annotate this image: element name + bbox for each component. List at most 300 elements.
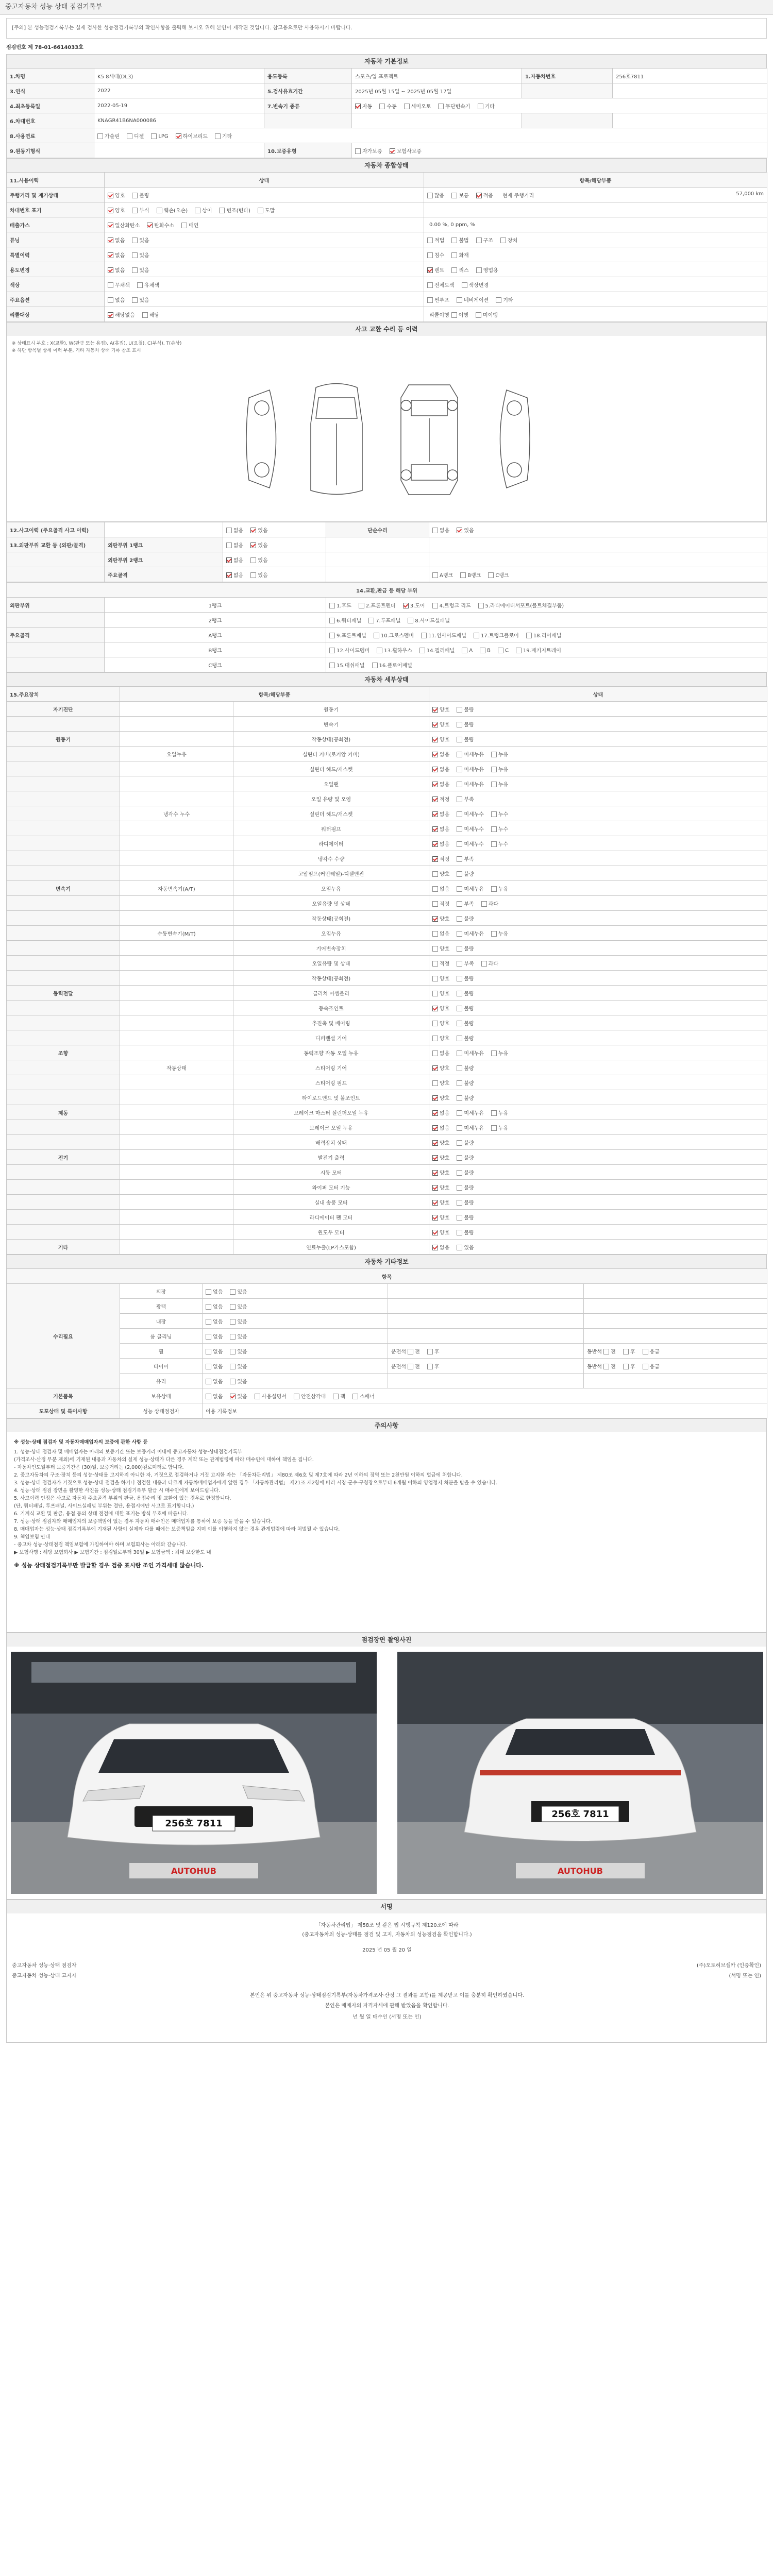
- option[interactable]: [250, 541, 267, 549]
- option[interactable]: [432, 571, 453, 579]
- checkbox[interactable]: [457, 961, 462, 967]
- checkbox[interactable]: [132, 252, 138, 258]
- option[interactable]: [432, 840, 449, 848]
- option[interactable]: [432, 989, 449, 997]
- option[interactable]: [132, 296, 149, 303]
- option[interactable]: [491, 810, 508, 818]
- checkbox[interactable]: [457, 856, 462, 862]
- checkbox[interactable]: [432, 1036, 438, 1041]
- option[interactable]: [457, 914, 474, 922]
- checkbox[interactable]: [206, 1379, 211, 1384]
- option[interactable]: [250, 556, 267, 564]
- checkbox[interactable]: [432, 946, 438, 952]
- checkbox[interactable]: [432, 826, 438, 832]
- option[interactable]: [457, 1034, 474, 1042]
- checkbox[interactable]: [108, 193, 113, 198]
- option[interactable]: [462, 281, 489, 289]
- checkbox[interactable]: [132, 193, 138, 198]
- checkbox[interactable]: [127, 133, 132, 139]
- option[interactable]: [474, 631, 519, 639]
- checkbox[interactable]: [432, 1050, 438, 1056]
- checkbox[interactable]: [451, 267, 457, 273]
- checkbox[interactable]: [432, 1230, 438, 1235]
- option[interactable]: [206, 1287, 223, 1295]
- checkbox[interactable]: [457, 1095, 462, 1101]
- checkbox[interactable]: [451, 193, 457, 198]
- checkbox[interactable]: [451, 238, 457, 243]
- checkbox[interactable]: [526, 633, 532, 638]
- option[interactable]: [404, 102, 431, 110]
- option[interactable]: [623, 1362, 635, 1370]
- checkbox[interactable]: [432, 1170, 438, 1176]
- option[interactable]: [457, 944, 474, 952]
- checkbox[interactable]: [491, 1110, 497, 1116]
- option[interactable]: [457, 989, 474, 997]
- option[interactable]: [230, 1287, 247, 1295]
- checkbox[interactable]: [181, 223, 187, 228]
- option[interactable]: [432, 1183, 449, 1191]
- checkbox[interactable]: [457, 841, 462, 847]
- checkbox[interactable]: [294, 1394, 299, 1399]
- checkbox[interactable]: [432, 1140, 438, 1146]
- option[interactable]: [432, 1034, 449, 1042]
- option[interactable]: [491, 929, 508, 937]
- checkbox[interactable]: [329, 663, 335, 668]
- option[interactable]: [476, 236, 493, 244]
- checkbox[interactable]: [404, 104, 410, 109]
- option[interactable]: [230, 1377, 247, 1385]
- option[interactable]: [377, 646, 412, 654]
- option[interactable]: [643, 1347, 660, 1355]
- option[interactable]: [457, 1004, 474, 1012]
- checkbox[interactable]: [491, 826, 497, 832]
- checkbox[interactable]: [329, 633, 335, 638]
- checkbox[interactable]: [403, 603, 409, 608]
- checkbox[interactable]: [457, 1230, 462, 1235]
- option[interactable]: [432, 825, 449, 833]
- checkbox[interactable]: [476, 312, 481, 318]
- checkbox[interactable]: [480, 648, 485, 653]
- option[interactable]: [432, 914, 449, 922]
- checkbox[interactable]: [481, 961, 487, 967]
- option[interactable]: [457, 1079, 474, 1087]
- option[interactable]: [457, 1139, 474, 1146]
- checkbox[interactable]: [329, 603, 335, 608]
- option[interactable]: [432, 720, 449, 728]
- checkbox[interactable]: [377, 648, 382, 653]
- checkbox[interactable]: [457, 871, 462, 877]
- checkbox[interactable]: [108, 312, 113, 318]
- option[interactable]: [403, 601, 425, 609]
- checkbox[interactable]: [419, 648, 425, 653]
- option[interactable]: [457, 1094, 474, 1101]
- option[interactable]: [206, 1362, 223, 1370]
- checkbox[interactable]: [432, 707, 438, 713]
- option[interactable]: [491, 825, 508, 833]
- checkbox[interactable]: [206, 1304, 211, 1310]
- checkbox[interactable]: [333, 1394, 339, 1399]
- checkbox[interactable]: [457, 1140, 462, 1146]
- option[interactable]: [457, 959, 474, 967]
- checkbox[interactable]: [432, 1065, 438, 1071]
- option[interactable]: [432, 1213, 449, 1221]
- option[interactable]: [480, 648, 491, 654]
- checkbox[interactable]: [457, 1185, 462, 1191]
- option[interactable]: [352, 1392, 375, 1400]
- checkbox[interactable]: [215, 133, 221, 139]
- checkbox[interactable]: [432, 976, 438, 981]
- option[interactable]: [206, 1332, 223, 1340]
- checkbox[interactable]: [137, 282, 143, 288]
- checkbox[interactable]: [250, 572, 256, 578]
- checkbox[interactable]: [432, 1245, 438, 1250]
- option[interactable]: [206, 1317, 223, 1325]
- option[interactable]: [427, 1362, 440, 1370]
- option[interactable]: [195, 206, 212, 214]
- checkbox[interactable]: [151, 133, 157, 139]
- checkbox[interactable]: [603, 1349, 609, 1354]
- checkbox[interactable]: [457, 1200, 462, 1206]
- option[interactable]: [432, 1049, 449, 1057]
- checkbox[interactable]: [478, 104, 483, 109]
- option[interactable]: [206, 1302, 223, 1310]
- option[interactable]: [457, 1243, 474, 1251]
- option[interactable]: [333, 1392, 345, 1400]
- option[interactable]: [432, 1019, 449, 1027]
- option[interactable]: [230, 1317, 247, 1325]
- option[interactable]: [108, 236, 125, 244]
- checkbox[interactable]: [457, 991, 462, 996]
- option[interactable]: [457, 765, 484, 773]
- checkbox[interactable]: [457, 297, 462, 303]
- checkbox[interactable]: [432, 886, 438, 892]
- checkbox[interactable]: [427, 238, 433, 243]
- option[interactable]: [460, 571, 481, 579]
- option[interactable]: [157, 206, 188, 214]
- checkbox[interactable]: [491, 1125, 497, 1131]
- option[interactable]: [390, 147, 422, 155]
- option[interactable]: [108, 296, 125, 303]
- option[interactable]: [147, 221, 174, 229]
- checkbox[interactable]: [432, 572, 438, 578]
- option[interactable]: [379, 102, 396, 110]
- checkbox[interactable]: [230, 1319, 236, 1325]
- option[interactable]: [491, 765, 508, 773]
- option[interactable]: [481, 959, 498, 967]
- option[interactable]: [432, 601, 471, 609]
- checkbox[interactable]: [142, 312, 148, 318]
- option[interactable]: [432, 1094, 449, 1101]
- checkbox[interactable]: [108, 267, 113, 273]
- option[interactable]: [451, 236, 468, 244]
- checkbox[interactable]: [432, 782, 438, 787]
- option[interactable]: [432, 705, 449, 713]
- option[interactable]: [457, 1064, 474, 1072]
- option[interactable]: [457, 870, 474, 877]
- option[interactable]: [132, 236, 149, 244]
- checkbox[interactable]: [432, 991, 438, 996]
- option[interactable]: [408, 1362, 420, 1370]
- checkbox[interactable]: [432, 901, 438, 907]
- checkbox[interactable]: [374, 633, 379, 638]
- option[interactable]: [432, 855, 449, 862]
- option[interactable]: [151, 133, 168, 140]
- checkbox[interactable]: [206, 1349, 211, 1354]
- option[interactable]: [108, 266, 125, 274]
- checkbox[interactable]: [491, 811, 497, 817]
- checkbox[interactable]: [491, 752, 497, 757]
- option[interactable]: [491, 885, 508, 892]
- option[interactable]: [457, 885, 484, 892]
- checkbox[interactable]: [108, 238, 113, 243]
- checkbox[interactable]: [329, 648, 335, 653]
- option[interactable]: [457, 1198, 474, 1206]
- option[interactable]: [478, 601, 564, 609]
- checkbox[interactable]: [457, 901, 462, 907]
- checkbox[interactable]: [451, 252, 457, 258]
- option[interactable]: [457, 974, 474, 982]
- option[interactable]: [359, 601, 396, 609]
- option[interactable]: [476, 266, 498, 274]
- option[interactable]: [427, 1347, 440, 1355]
- checkbox[interactable]: [476, 193, 482, 198]
- option[interactable]: [498, 648, 509, 654]
- checkbox[interactable]: [474, 633, 479, 638]
- checkbox[interactable]: [643, 1349, 648, 1354]
- checkbox[interactable]: [352, 1394, 358, 1399]
- option[interactable]: [374, 631, 414, 639]
- checkbox[interactable]: [408, 1349, 413, 1354]
- option[interactable]: [97, 132, 120, 140]
- checkbox[interactable]: [206, 1394, 211, 1399]
- checkbox[interactable]: [462, 282, 467, 288]
- checkbox[interactable]: [460, 572, 466, 578]
- checkbox[interactable]: [457, 916, 462, 922]
- option[interactable]: [215, 132, 232, 140]
- checkbox[interactable]: [457, 886, 462, 892]
- option[interactable]: [432, 1228, 449, 1236]
- option[interactable]: [206, 1392, 223, 1400]
- checkbox[interactable]: [108, 208, 113, 213]
- checkbox[interactable]: [457, 946, 462, 952]
- option[interactable]: [451, 266, 468, 274]
- checkbox[interactable]: [230, 1289, 236, 1295]
- checkbox[interactable]: [457, 707, 462, 713]
- option[interactable]: [432, 1004, 449, 1012]
- option[interactable]: [108, 221, 140, 229]
- checkbox[interactable]: [498, 648, 503, 653]
- checkbox[interactable]: [457, 1021, 462, 1026]
- checkbox[interactable]: [432, 1006, 438, 1011]
- checkbox[interactable]: [390, 148, 395, 154]
- option[interactable]: [457, 810, 484, 818]
- checkbox[interactable]: [157, 208, 162, 213]
- checkbox[interactable]: [432, 811, 438, 817]
- option[interactable]: [491, 840, 508, 848]
- option[interactable]: [496, 296, 513, 303]
- option[interactable]: [432, 1154, 449, 1161]
- checkbox[interactable]: [488, 572, 494, 578]
- checkbox[interactable]: [226, 528, 232, 533]
- option[interactable]: [432, 929, 449, 937]
- option[interactable]: [372, 661, 412, 669]
- option[interactable]: [457, 840, 484, 848]
- checkbox[interactable]: [421, 633, 427, 638]
- checkbox[interactable]: [462, 648, 467, 653]
- checkbox[interactable]: [250, 543, 256, 548]
- checkbox[interactable]: [457, 528, 462, 533]
- checkbox[interactable]: [132, 267, 138, 273]
- option[interactable]: [457, 735, 474, 743]
- checkbox[interactable]: [432, 796, 438, 802]
- checkbox[interactable]: [432, 1200, 438, 1206]
- option[interactable]: [108, 206, 125, 214]
- checkbox[interactable]: [230, 1349, 236, 1354]
- option[interactable]: [623, 1347, 635, 1355]
- checkbox[interactable]: [432, 856, 438, 862]
- checkbox[interactable]: [427, 297, 433, 303]
- option[interactable]: [329, 661, 365, 669]
- checkbox[interactable]: [132, 297, 138, 303]
- option[interactable]: [457, 795, 474, 803]
- checkbox[interactable]: [623, 1364, 629, 1369]
- option[interactable]: [526, 631, 562, 639]
- checkbox[interactable]: [623, 1349, 629, 1354]
- option[interactable]: [451, 311, 468, 318]
- option[interactable]: [491, 780, 508, 788]
- option[interactable]: [432, 885, 449, 892]
- checkbox[interactable]: [108, 282, 113, 288]
- option[interactable]: [457, 1124, 484, 1131]
- option[interactable]: [368, 616, 400, 624]
- checkbox[interactable]: [457, 1170, 462, 1176]
- checkbox[interactable]: [432, 1080, 438, 1086]
- option[interactable]: [132, 251, 149, 259]
- option[interactable]: [457, 720, 474, 728]
- option[interactable]: [491, 750, 508, 758]
- checkbox[interactable]: [432, 722, 438, 727]
- option[interactable]: [491, 1124, 508, 1131]
- checkbox[interactable]: [355, 148, 361, 154]
- checkbox[interactable]: [408, 1364, 413, 1369]
- option[interactable]: [142, 311, 159, 318]
- option[interactable]: [491, 1049, 508, 1057]
- option[interactable]: [457, 900, 474, 907]
- option[interactable]: [230, 1392, 247, 1400]
- checkbox[interactable]: [478, 603, 484, 608]
- option[interactable]: [329, 631, 366, 639]
- option[interactable]: [457, 929, 484, 937]
- option[interactable]: [408, 616, 450, 624]
- checkbox[interactable]: [230, 1364, 236, 1369]
- checkbox[interactable]: [491, 886, 497, 892]
- option[interactable]: [457, 1228, 474, 1236]
- option[interactable]: [500, 236, 517, 244]
- checkbox[interactable]: [206, 1364, 211, 1369]
- checkbox[interactable]: [457, 1155, 462, 1161]
- checkbox[interactable]: [457, 1245, 462, 1250]
- option[interactable]: [230, 1302, 247, 1310]
- option[interactable]: [427, 236, 444, 244]
- checkbox[interactable]: [457, 811, 462, 817]
- option[interactable]: [206, 1377, 223, 1385]
- checkbox[interactable]: [457, 1215, 462, 1221]
- option[interactable]: [408, 1347, 420, 1355]
- option[interactable]: [457, 1168, 474, 1176]
- checkbox[interactable]: [132, 208, 138, 213]
- checkbox[interactable]: [496, 297, 501, 303]
- option[interactable]: [432, 1109, 449, 1116]
- option[interactable]: [108, 251, 125, 259]
- checkbox[interactable]: [457, 796, 462, 802]
- checkbox[interactable]: [226, 572, 232, 578]
- checkbox[interactable]: [108, 297, 113, 303]
- option[interactable]: [457, 1213, 474, 1221]
- checkbox[interactable]: [432, 961, 438, 967]
- checkbox[interactable]: [476, 238, 482, 243]
- checkbox[interactable]: [432, 871, 438, 877]
- option[interactable]: [643, 1362, 660, 1370]
- checkbox[interactable]: [432, 841, 438, 847]
- checkbox[interactable]: [427, 193, 433, 198]
- checkbox[interactable]: [372, 663, 378, 668]
- option[interactable]: [432, 1168, 449, 1176]
- checkbox[interactable]: [457, 767, 462, 772]
- checkbox[interactable]: [329, 618, 335, 623]
- option[interactable]: [427, 281, 455, 289]
- checkbox[interactable]: [432, 603, 438, 608]
- checkbox[interactable]: [432, 1215, 438, 1221]
- checkbox[interactable]: [408, 618, 413, 623]
- option[interactable]: [488, 571, 509, 579]
- option[interactable]: [603, 1362, 616, 1370]
- checkbox[interactable]: [457, 722, 462, 727]
- checkbox[interactable]: [432, 1185, 438, 1191]
- checkbox[interactable]: [457, 1050, 462, 1056]
- checkbox[interactable]: [206, 1289, 211, 1295]
- option[interactable]: [432, 959, 449, 967]
- option[interactable]: [226, 556, 243, 564]
- option[interactable]: [432, 944, 449, 952]
- option[interactable]: [457, 1019, 474, 1027]
- checkbox[interactable]: [457, 931, 462, 937]
- checkbox[interactable]: [457, 1125, 462, 1131]
- checkbox[interactable]: [491, 841, 497, 847]
- checkbox[interactable]: [457, 976, 462, 981]
- option[interactable]: [329, 601, 351, 609]
- option[interactable]: [516, 646, 561, 654]
- option[interactable]: [432, 750, 449, 758]
- checkbox[interactable]: [457, 1110, 462, 1116]
- checkbox[interactable]: [457, 782, 462, 787]
- option[interactable]: [427, 296, 449, 303]
- checkbox[interactable]: [258, 208, 263, 213]
- checkbox[interactable]: [355, 104, 361, 109]
- checkbox[interactable]: [643, 1364, 648, 1369]
- checkbox[interactable]: [250, 557, 256, 563]
- checkbox[interactable]: [491, 1050, 497, 1056]
- option[interactable]: [457, 526, 474, 534]
- checkbox[interactable]: [230, 1379, 236, 1384]
- checkbox[interactable]: [147, 223, 153, 228]
- option[interactable]: [432, 810, 449, 818]
- option[interactable]: [206, 1347, 223, 1355]
- checkbox[interactable]: [108, 252, 113, 258]
- option[interactable]: [432, 974, 449, 982]
- checkbox[interactable]: [427, 1349, 433, 1354]
- checkbox[interactable]: [457, 1080, 462, 1086]
- option[interactable]: [230, 1332, 247, 1340]
